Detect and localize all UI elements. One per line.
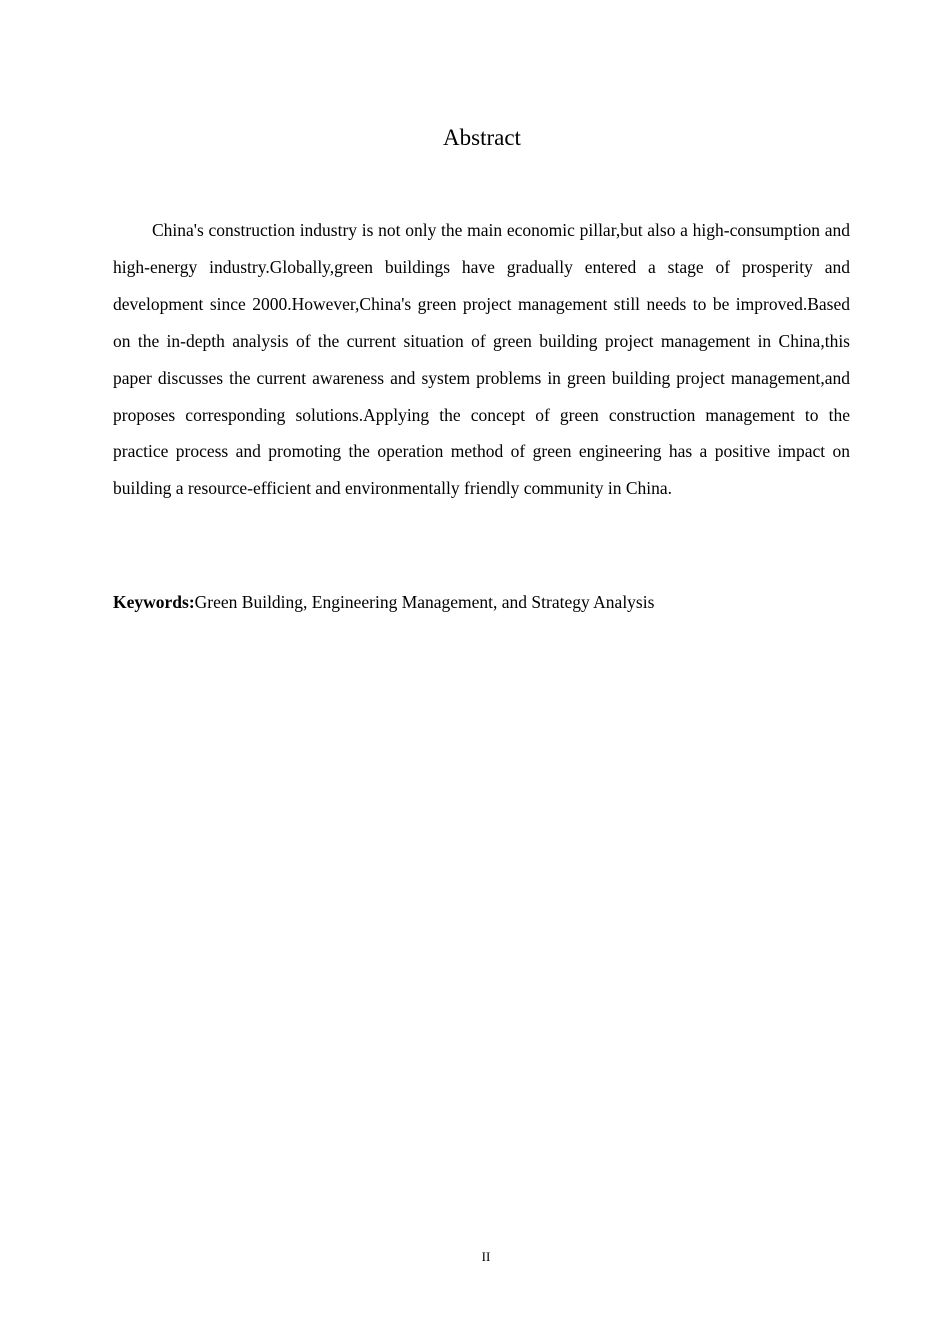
- abstract-body: China's construction industry is not only the main economic pillar,but also a high-consumption and high-energy industry.Globally,green buildings have gradually entered a stage of prosperity and development since 2000.However,China's green project management still needs to be improved.Based on the in-depth analysis of the current situation of green building project management in China,this paper discusses the current awareness and system problems in green building project management,and proposes corresponding solutions.Applying the concept of green construction management to the practice process and promoting the operation method of green engineering has a positive impact on building a resource-efficient and environmentally friendly community in China.: [113, 220, 850, 499]
- keywords-line: [113, 586, 850, 618]
- page-number: II: [481, 1249, 491, 1264]
- abstract-title: Abstract: [443, 125, 521, 150]
- keywords-value: Green Building, Engineering Management, and Strategy Analysis: [194, 592, 655, 612]
- keywords-label: Keywords:: [113, 592, 195, 612]
